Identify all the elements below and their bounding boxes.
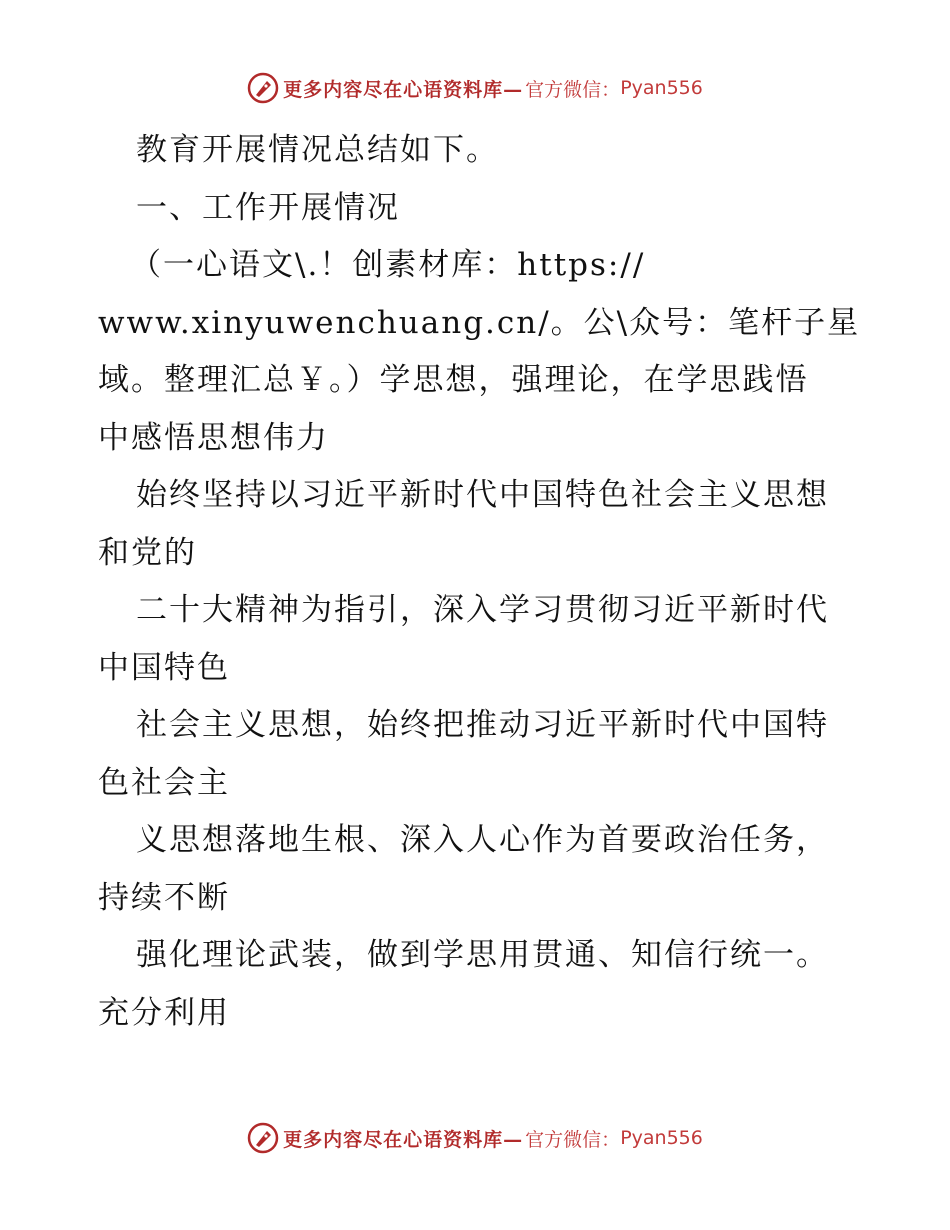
paragraph-line: 和党的 [98,534,197,571]
watermark-text: 更多内容尽在心语资料库— [283,1128,524,1151]
paragraph-line: 中国特色 [98,649,230,686]
watermark-text: 更多内容尽在心语资料库— [283,78,524,101]
paragraph-line: 社会主义思想，始终把推动习近平新时代中国特 [136,707,829,743]
paragraph-line: 域。整理汇总￥。）学思想，强理论，在学思践悟 [98,362,809,398]
watermark-wechat-id: Pyan556 [620,1127,703,1149]
paragraph-line: 持续不断 [98,879,230,916]
document-body [98,122,861,1042]
pen-nib-logo-icon [247,72,279,104]
watermark-wechat-label: 官方微信： [525,78,621,101]
paragraph-line: 强化理论武装，做到学思用贯通、知信行统一。 [136,937,829,973]
paragraph-line: （一心语文\.！创素材库：https:// [130,247,646,283]
paragraph-line: 义思想落地生根、深入人心作为首要政治任务， [136,822,829,858]
paragraph-line: 教育开展情况总结如下。 [136,132,499,168]
paragraph-line: 二十大精神为指引，深入学习贯彻习近平新时代 [136,592,829,628]
paragraph-line: 始终坚持以习近平新时代中国特色社会主义思想 [136,477,829,513]
paragraph-line: 充分利用 [98,994,230,1031]
watermark-wechat-id: Pyan556 [620,77,703,99]
paragraph-line: 色社会主 [98,764,230,801]
footer-watermark [0,1122,950,1154]
pen-nib-logo-icon [247,1122,279,1154]
watermark-wechat-label: 官方微信： [525,1128,621,1151]
section-heading: 一、工作开展情况 [136,189,400,226]
paragraph-line: 中感悟思想伟力 [98,419,329,456]
header-watermark [0,72,950,104]
paragraph-line: www.xinyuwenchuang.cn/。公\众号：笔杆子星 [98,304,861,341]
